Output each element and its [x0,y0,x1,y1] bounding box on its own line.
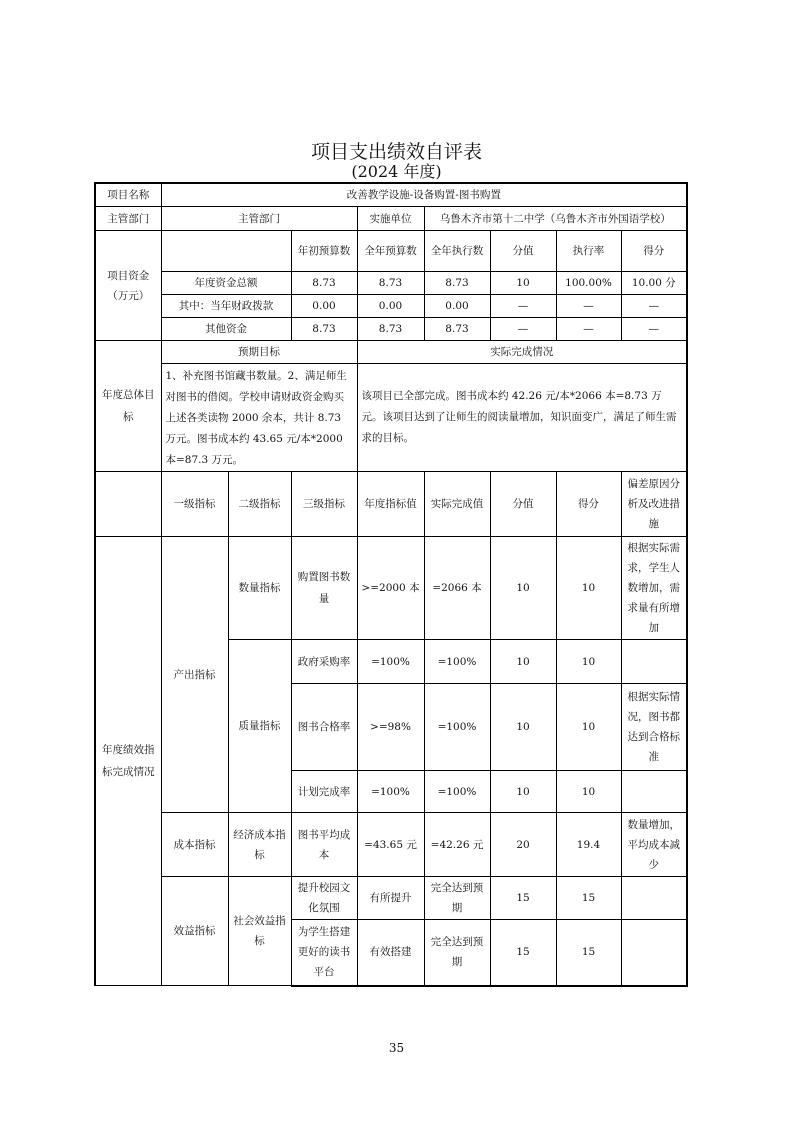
indicator-score-value: 10 [490,537,556,640]
funds-cell: 8.73 [424,272,490,295]
indicator-actual: 完全达到预期 [424,920,490,986]
funds-header: 全年执行数 [424,231,490,272]
funds-cell: — [556,295,621,318]
indicator-section-label: 年度绩效指标完成情况 [95,537,161,986]
indicator-header: 偏差原因分析及改进措施 [621,472,687,537]
unit-value: 乌鲁木齐市第十二中学（乌鲁木齐市外国语学校） [424,207,687,231]
funds-cell: 0.00 [291,295,357,318]
dept-label: 主管部门 [95,207,161,231]
indicator-l3: 为学生搭建更好的读书平台 [291,920,357,986]
indicator-header: 一级指标 [161,472,228,537]
indicator-target: >=2000 本 [357,537,424,640]
expected-goal-header: 预期目标 [161,341,357,364]
project-name-label: 项目名称 [95,183,161,207]
funds-cell: 8.73 [291,318,357,341]
goals-label: 年度总体目标 [95,341,161,472]
funds-cell: — [621,318,687,341]
output-indicator-label: 产出指标 [161,537,228,813]
indicator-score-value: 10 [490,771,556,813]
indicator-actual: =42.26 元 [424,813,490,877]
indicator-header: 得分 [556,472,621,537]
indicator-l3: 图书平均成本 [291,813,357,877]
indicator-actual: 完全达到预期 [424,877,490,920]
indicator-l3: 提升校园文化氛围 [291,877,357,920]
indicator-note: 数量增加，平均成本减少 [621,813,687,877]
actual-result-header: 实际完成情况 [357,341,687,364]
performance-table [94,182,688,987]
indicator-score-value: 10 [490,684,556,771]
indicator-score: 10 [556,640,621,684]
page-number: 35 [388,1041,405,1055]
indicator-note [621,771,687,813]
funds-row-label: 其中：当年财政拨款 [161,295,291,318]
funds-label: 项目资金（万元） [95,231,161,341]
indicator-target: 有所提升 [357,877,424,920]
funds-cell: 100.00% [556,272,621,295]
funds-row-label: 年度资金总额 [161,272,291,295]
indicator-target: =43.65 元 [357,813,424,877]
project-name-value: 改善教学设施-设备购置-图书购置 [161,183,687,207]
indicator-note [621,640,687,684]
funds-header: 全年预算数 [357,231,424,272]
indicator-header: 二级指标 [228,472,291,537]
indicator-score-value: 15 [490,920,556,986]
indicator-score: 10 [556,771,621,813]
funds-cell: 8.73 [357,272,424,295]
indicator-score-value: 10 [490,640,556,684]
unit-label: 实施单位 [357,207,424,231]
indicator-header: 年度指标值 [357,472,424,537]
econ-cost-indicator-label: 经济成本指标 [228,813,291,877]
indicator-target: >=98% [357,684,424,771]
funds-cell: 8.73 [357,318,424,341]
cost-indicator-label: 成本指标 [161,813,228,877]
document-subtitle: (2024 年度) [351,162,442,181]
indicator-target: =100% [357,771,424,813]
indicator-score-value: 15 [490,877,556,920]
indicator-note [621,877,687,920]
benefit-indicator-label: 效益指标 [161,877,228,986]
quantity-indicator-label: 数量指标 [228,537,291,640]
indicator-actual: =100% [424,640,490,684]
expected-goal-text: 1、补充图书馆藏书数量。2、满足师生对图书的借阅。学校申请财政资金购买上述各类读物 2000 余本，共计 8.73 万元。图书成本约 43.65 元/本*2000 本=87.3 万元。 [161,364,357,472]
indicator-note [621,920,687,986]
dept-value: 主管部门 [161,207,357,231]
indicator-score: 10 [556,537,621,640]
indicator-note: 根据实际情况，图书都达到合格标准 [621,684,687,771]
indicator-actual: =100% [424,684,490,771]
funds-header: 得分 [621,231,687,272]
funds-header: 年初预算数 [291,231,357,272]
indicator-header: 实际完成值 [424,472,490,537]
indicator-target: =100% [357,640,424,684]
indicator-header: 三级指标 [291,472,357,537]
indicator-score: 19.4 [556,813,621,877]
funds-cell: — [490,318,556,341]
indicator-l3: 政府采购率 [291,640,357,684]
indicator-l3: 图书合格率 [291,684,357,771]
document-title: 项目支出绩效自评表 [310,141,482,163]
indicator-score: 15 [556,877,621,920]
funds-cell: 10 [490,272,556,295]
funds-cell: 0.00 [357,295,424,318]
funds-cell: — [490,295,556,318]
funds-cell: — [621,295,687,318]
social-benefit-indicator-label: 社会效益指标 [228,877,291,986]
indicator-l3: 计划完成率 [291,771,357,813]
indicator-actual: =100% [424,771,490,813]
indicator-l3: 购置图书数量 [291,537,357,640]
quality-indicator-label: 质量指标 [228,640,291,813]
funds-row-label: 其他资金 [161,318,291,341]
indicator-actual: =2066 本 [424,537,490,640]
funds-cell: 0.00 [424,295,490,318]
indicator-note: 根据实际需求，学生人数增加，需求量有所增加 [621,537,687,640]
funds-cell: 10.00 分 [621,272,687,295]
indicator-score-value: 20 [490,813,556,877]
indicator-score: 15 [556,920,621,986]
indicator-header: 分值 [490,472,556,537]
funds-header-blank [161,231,291,272]
indicator-target: 有效搭建 [357,920,424,986]
funds-cell: — [556,318,621,341]
funds-header: 分值 [490,231,556,272]
funds-cell: 8.73 [424,318,490,341]
funds-cell: 8.73 [291,272,357,295]
indicator-score: 10 [556,684,621,771]
actual-result-text: 该项目已全部完成。图书成本约 42.26 元/本*2066 本=8.73 万元。该项目达到了让师生的阅读量增加，知识面变广，满足了师生需求的目标。 [357,364,687,472]
indicator-header-blank [95,472,161,537]
funds-header: 执行率 [556,231,621,272]
